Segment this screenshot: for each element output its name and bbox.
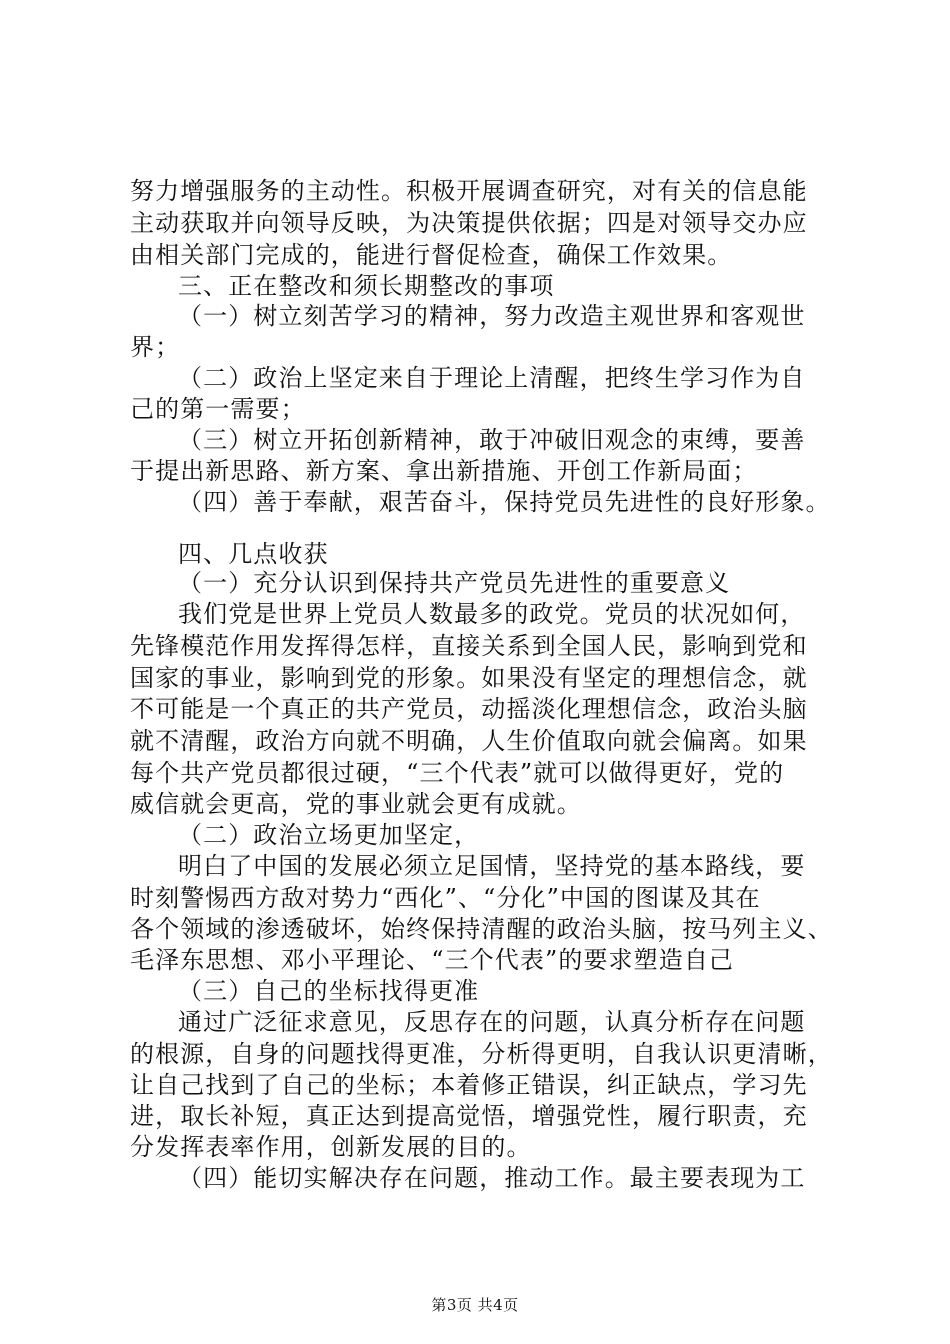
subsection-heading: （一）充分认识到保持共产党员先进性的重要意义	[178, 569, 731, 597]
paragraph-line: 各个领域的渗透破坏，始终保持清醒的政治头脑，按马列主义、	[130, 915, 833, 943]
paragraph-line: 通过广泛征求意见，反思存在的问题，认真分析存在问题	[178, 1008, 806, 1036]
list-item-line: 己的第一需要；	[130, 395, 306, 423]
paragraph-line: 明白了中国的发展必须立足国情，坚持党的基本路线，要	[178, 852, 806, 880]
paragraph-line: 威信就会更高，党的事业就会更有成就。	[130, 790, 582, 818]
page-number: 第3页 共4页	[431, 1296, 519, 1314]
paragraph-line: 国家的事业，影响到党的形象。如果没有坚定的理想信念，就	[130, 664, 808, 692]
list-item-line: （二）政治上坚定来自于理论上清醒，把终生学习作为自	[178, 364, 806, 392]
paragraph-line: 不可能是一个真正的共产党员，动摇淡化理想信念，政治头脑	[130, 695, 808, 723]
paragraph-line: 由相关部门完成的，能进行督促检查，确保工作效果。	[130, 241, 733, 269]
paragraph-line: 毛泽东思想、邓小平理论、“三个代表”的要求塑造自己	[130, 946, 735, 974]
section-heading: 四、几点收获	[178, 540, 329, 568]
paragraph-line: 就不清醒，政治方向就不明确，人生价值取向就会偏离。如果	[130, 727, 808, 755]
subsection-heading: （二）政治立场更加坚定，	[178, 821, 480, 849]
paragraph-line: 努力增强服务的主动性。积极开展调查研究，对有关的信息能	[130, 177, 808, 205]
paragraph-line: 分发挥表率作用，创新发展的目的。	[130, 1133, 532, 1161]
list-item-line: （三）树立开拓创新精神，敢于冲破旧观念的束缚，要善	[178, 426, 806, 454]
paragraph-line: 每个共产党员都很过硬，“三个代表”就可以做得更好，党的	[130, 759, 785, 787]
paragraph-line: 主动获取并向领导反映，为决策提供依据；四是对领导交办应	[130, 209, 808, 237]
paragraph-line: 进，取长补短，真正达到提高觉悟，增强党性，履行职责，充	[130, 1102, 808, 1130]
subsection-heading: （四）能切实解决存在问题，推动工作。最主要表现为工	[178, 1164, 806, 1192]
section-heading: 三、正在整改和须长期整改的事项	[178, 272, 555, 300]
list-item-line: （四）善于奉献，艰苦奋斗，保持党员先进性的良好形象。	[178, 488, 831, 516]
list-item-line: 界；	[130, 333, 181, 361]
list-item-line: （一）树立刻苦学习的精神，努力改造主观世界和客观世	[178, 302, 806, 330]
paragraph-line: 时刻警惕西方敌对势力“西化”、“分化”中国的图谋及其在	[130, 884, 761, 912]
paragraph-line: 先锋模范作用发挥得怎样，直接关系到全国人民，影响到党和	[130, 632, 808, 660]
paragraph-line: 让自己找到了自己的坐标；本着修正错误，纠正缺点，学习先	[130, 1071, 808, 1099]
subsection-heading: （三）自己的坐标找得更准	[178, 977, 480, 1005]
paragraph-line: 的根源，自身的问题找得更准，分析得更明，自我认识更清晰，	[130, 1040, 833, 1068]
list-item-line: 于提出新思路、新方案、拿出新措施、开创工作新局面；	[130, 457, 758, 485]
paragraph-line: 我们党是世界上党员人数最多的政党。党员的状况如何，	[178, 600, 806, 628]
